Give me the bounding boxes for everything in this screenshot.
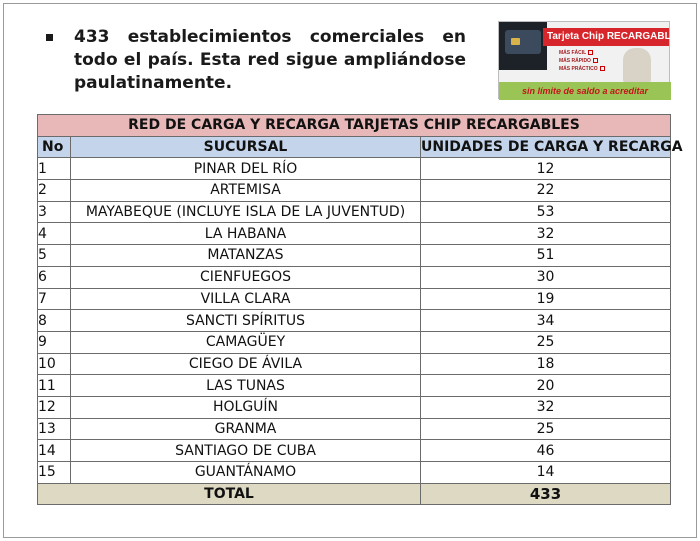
row-number: 3	[38, 201, 71, 223]
row-number: 13	[38, 418, 71, 440]
promo-banner-main: RECARGABLE	[606, 31, 678, 42]
row-sucursal: HOLGUÍN	[71, 396, 421, 418]
table-row	[38, 396, 671, 418]
page-frame	[3, 3, 697, 538]
table-row	[38, 180, 671, 202]
table-row	[38, 266, 671, 288]
row-sucursal: GRANMA	[71, 418, 421, 440]
chip-icon	[511, 38, 520, 45]
table-row	[38, 353, 671, 375]
table-row	[38, 158, 671, 180]
row-sucursal: ARTEMISA	[71, 180, 421, 202]
row-sucursal: LAS TUNAS	[71, 375, 421, 397]
row-units: 53	[421, 201, 671, 223]
row-sucursal: VILLA CLARA	[71, 288, 421, 310]
promo-footer: sin límite de saldo a acreditar	[499, 82, 671, 100]
table-row	[38, 223, 671, 245]
table-row	[38, 440, 671, 462]
promo-banner-prefix: Tarjeta Chip	[547, 31, 605, 42]
row-units: 30	[421, 266, 671, 288]
check-icon	[600, 66, 605, 71]
row-number: 5	[38, 245, 71, 267]
table-row	[38, 375, 671, 397]
row-number: 11	[38, 375, 71, 397]
row-units: 51	[421, 245, 671, 267]
recharge-network-table	[37, 114, 683, 505]
table-total-row	[38, 483, 671, 505]
table-row	[38, 201, 671, 223]
table-header-row	[38, 136, 671, 158]
row-sucursal: CIENFUEGOS	[71, 266, 421, 288]
row-number: 8	[38, 310, 71, 332]
promo-image	[498, 21, 678, 99]
bullet-square-icon	[46, 34, 53, 41]
total-value: 433	[421, 483, 671, 505]
table-row	[38, 288, 671, 310]
row-units: 14	[421, 462, 671, 484]
row-units: 18	[421, 353, 671, 375]
row-units: 34	[421, 310, 671, 332]
column-header-unidades: UNIDADES DE CARGA Y RECARGA	[421, 136, 671, 158]
row-sucursal: SANCTI SPÍRITUS	[71, 310, 421, 332]
row-units: 20	[421, 375, 671, 397]
row-number: 9	[38, 331, 71, 353]
row-units: 12	[421, 158, 671, 180]
row-number: 6	[38, 266, 71, 288]
row-number: 2	[38, 180, 71, 202]
bullet-paragraph	[46, 26, 466, 95]
row-sucursal: MATANZAS	[71, 245, 421, 267]
row-units: 25	[421, 331, 671, 353]
table-row	[38, 418, 671, 440]
promo-banner	[543, 28, 678, 46]
table-body	[38, 158, 671, 483]
row-number: 14	[38, 440, 71, 462]
row-units: 22	[421, 180, 671, 202]
column-header-no: No	[38, 136, 71, 158]
row-units: 32	[421, 223, 671, 245]
row-number: 15	[38, 462, 71, 484]
row-sucursal: CIEGO DE ÁVILA	[71, 353, 421, 375]
check-icon	[593, 58, 598, 63]
row-sucursal: PINAR DEL RÍO	[71, 158, 421, 180]
promo-feature: MÁS RÁPIDO	[559, 58, 598, 64]
person-figure-icon	[623, 48, 651, 82]
table-title: RED DE CARGA Y RECARGA TARJETAS CHIP RECARGABLES	[38, 115, 671, 137]
table-row	[38, 462, 671, 484]
promo-feature: MÁS FÁCIL	[559, 50, 593, 56]
promo-feature: MÁS PRÁCTICO	[559, 66, 605, 72]
row-units: 46	[421, 440, 671, 462]
row-sucursal: CAMAGÜEY	[71, 331, 421, 353]
row-units: 25	[421, 418, 671, 440]
total-label: TOTAL	[38, 483, 421, 505]
row-sucursal: LA HABANA	[71, 223, 421, 245]
promo-dark-panel	[499, 22, 547, 70]
row-number: 10	[38, 353, 71, 375]
row-sucursal: SANTIAGO DE CUBA	[71, 440, 421, 462]
row-number: 7	[38, 288, 71, 310]
row-units: 32	[421, 396, 671, 418]
row-number: 4	[38, 223, 71, 245]
row-sucursal: GUANTÁNAMO	[71, 462, 421, 484]
table-row	[38, 245, 671, 267]
table-row	[38, 331, 671, 353]
row-number: 1	[38, 158, 71, 180]
row-sucursal: MAYABEQUE (INCLUYE ISLA DE LA JUVENTUD)	[71, 201, 421, 223]
row-units: 19	[421, 288, 671, 310]
table-row	[38, 310, 671, 332]
column-header-sucursal: SUCURSAL	[71, 136, 421, 158]
table-title-row	[38, 115, 671, 137]
bullet-text: 433 establecimientos comerciales en todo el país. Esta red sigue ampliándose paulatinamente.	[74, 27, 466, 93]
check-icon	[588, 50, 593, 55]
row-number: 12	[38, 396, 71, 418]
